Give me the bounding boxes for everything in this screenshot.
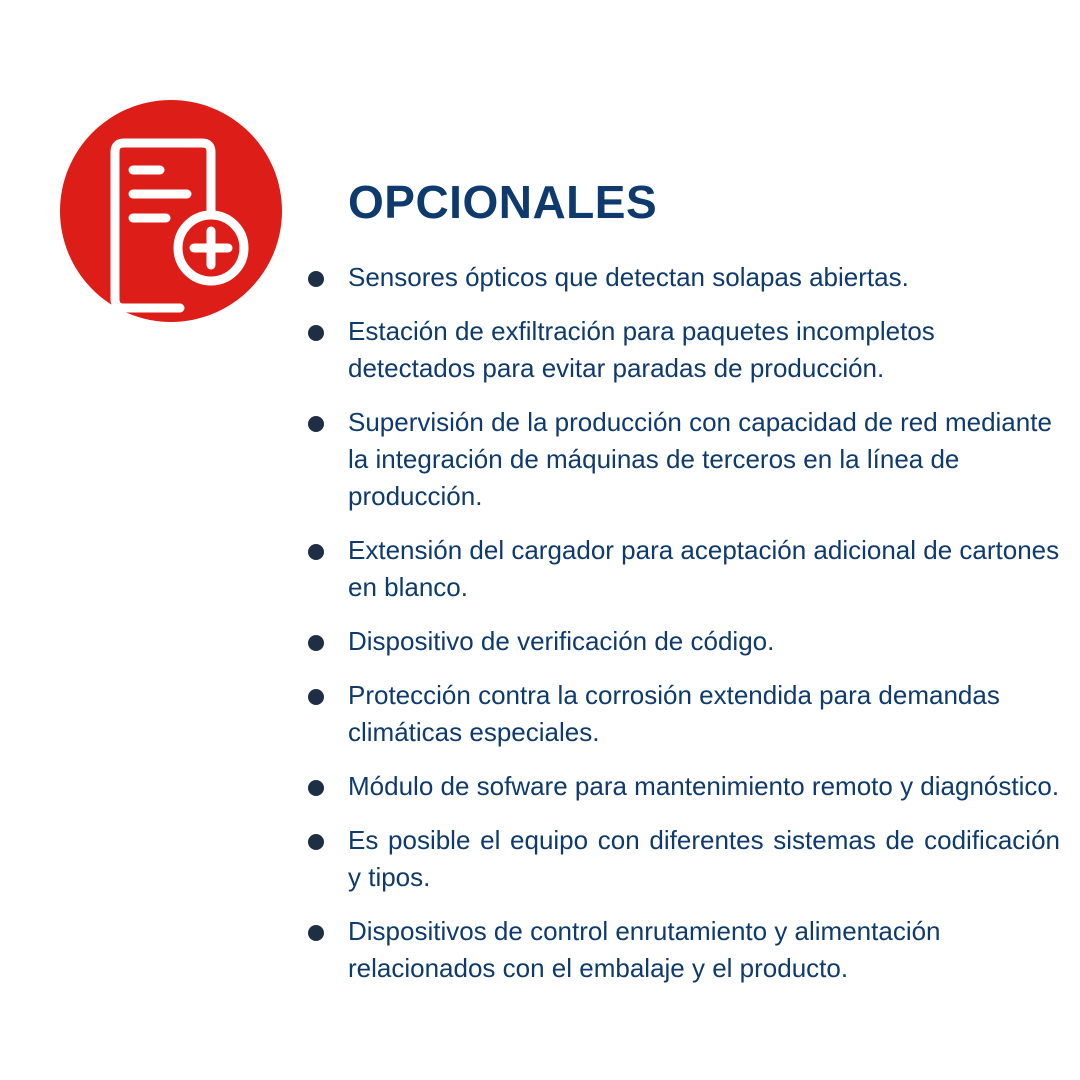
- bullet-icon: [308, 834, 324, 850]
- section-title: OPCIONALES: [348, 176, 658, 228]
- list-item: [306, 623, 1060, 660]
- list-item: [306, 259, 1060, 296]
- bullet-icon: [308, 780, 324, 796]
- list-item-text: Supervisión de la producción con capacidad de red mediante la integración de máquinas de terceros en la línea de producción.: [348, 407, 1052, 511]
- list-item: [306, 822, 1060, 896]
- list-item: [306, 677, 1060, 751]
- bullet-icon: [308, 325, 324, 341]
- list-item-text: Extensión del cargador para aceptación adicional de cartones en blanco.: [348, 535, 1060, 602]
- bullet-icon: [308, 635, 324, 651]
- document-add-icon: [60, 100, 282, 322]
- list-item: [306, 768, 1060, 805]
- list-item-text: Estación de exfiltración para paquetes incompletos detectados para evitar paradas de producción.: [348, 316, 935, 383]
- list-item-text: Protección contra la corrosión extendida para demandas climáticas especiales.: [348, 680, 1000, 747]
- bullet-icon: [308, 271, 324, 287]
- list-item: [306, 404, 1060, 515]
- list-item-text: Módulo de sofware para mantenimiento remoto y diagnóstico.: [348, 771, 1060, 801]
- options-list: [306, 259, 1060, 1004]
- list-item-text: Es posible el equipo con diferentes sistemas de codificación y tipos.: [348, 825, 1060, 892]
- bullet-icon: [308, 416, 324, 432]
- list-item-text: Sensores ópticos que detectan solapas abiertas.: [348, 262, 909, 292]
- list-item: [306, 313, 1060, 387]
- list-item-text: Dispositivos de control enrutamiento y alimentación relacionados con el embalaje y el producto.: [348, 916, 941, 983]
- bullet-icon: [308, 925, 324, 941]
- list-item: [306, 913, 1060, 987]
- list-item-text: Dispositivo de verificación de código.: [348, 626, 775, 656]
- bullet-icon: [308, 544, 324, 560]
- options-badge: [60, 100, 282, 322]
- bullet-icon: [308, 689, 324, 705]
- list-item: [306, 532, 1060, 606]
